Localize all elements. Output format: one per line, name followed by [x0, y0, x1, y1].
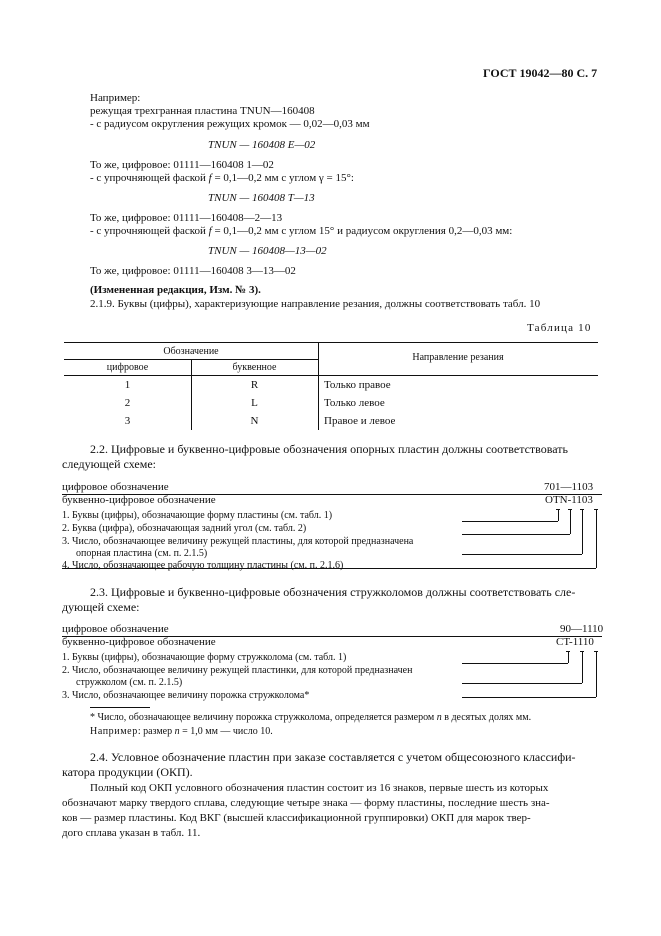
example-line: - с радиусом округления режущих кромок — 0,02—0,03 мм	[90, 118, 370, 130]
leader-line	[462, 683, 582, 684]
tick	[568, 509, 572, 510]
page-header: ГОСТ 19042—80 С. 7	[483, 66, 598, 80]
table-header-bottom	[64, 375, 598, 376]
paragraph-2-2: 2.2. Цифровые и буквенно-цифровые обозначения опорных пластин должны соответствовать	[90, 442, 568, 456]
text-fragment: = 1,0 мм — число 10.	[179, 726, 273, 737]
tick	[580, 651, 584, 652]
text-fragment: - с упрочняющей фаской	[90, 172, 209, 184]
paragraph-2-3: 2.3. Цифровые и буквенно-цифровые обозначения стружколомов должны соответствовать сле-	[90, 585, 576, 599]
text-fragment: Например	[90, 726, 138, 737]
leader-line	[462, 697, 596, 698]
scheme-item: 1. Буквы (цифры), обозначающие форму пластины (см. табл. 1)	[62, 510, 333, 521]
table-cell-letter: R	[250, 379, 259, 391]
example-digital: То же, цифровое: 01111—160408—2—13	[90, 212, 283, 224]
tick	[580, 509, 584, 510]
leader-line	[582, 651, 583, 683]
table-header-designation: Обозначение	[163, 346, 219, 357]
scheme-digital-code: 701—1103	[544, 481, 594, 493]
footnote-line	[90, 726, 273, 737]
table-border-top	[64, 342, 598, 343]
scheme-item: стружколом (см. п. 2.1.5)	[76, 677, 183, 688]
scheme-item: опорная пластина (см. п. 2.1.5)	[76, 548, 208, 559]
text-fragment: * Число, обозначающее величину порожка стружколома, определяется размером	[90, 712, 437, 723]
paragraph-2-1-9: 2.1.9. Буквы (цифры), характеризующие направление резания, должны соответствовать табл. 10	[90, 298, 541, 310]
text-fragment: - с упрочняющей фаской	[90, 225, 209, 237]
leader-line	[462, 663, 568, 664]
example-digital: То же, цифровое: 01111—160408 1—02	[90, 159, 274, 171]
tick	[594, 509, 598, 510]
table-cell-direction: Правое и левое	[324, 415, 396, 427]
leader-line	[596, 509, 597, 568]
text-fragment: в десятых долях мм.	[441, 712, 532, 723]
okp-paragraph: дого сплава указан в табл. 11.	[62, 827, 201, 839]
scheme-item: 2. Число, обозначающее величину режущей пластинки, для которой предназначен	[62, 665, 413, 676]
example-line: режущая трехгранная пластина TNUN—160408	[90, 105, 315, 117]
scheme-digital-label: цифровое обозначение	[62, 623, 169, 635]
leader-line	[570, 509, 571, 534]
okp-paragraph: Полный код ОКП условного обозначения пластин состоит из 16 знаков, первые шесть из которых	[90, 782, 549, 794]
tick	[556, 509, 560, 510]
scheme-alpha-code: OTN-1103	[545, 494, 593, 506]
footnote-line	[90, 712, 531, 723]
table-cell-direction: Только правое	[324, 379, 391, 391]
table-cell-digital: 3	[124, 415, 131, 427]
leader-line	[462, 534, 570, 535]
scheme-item: 3. Число, обозначающее величину режущей пластины, для которой предназначена	[62, 536, 414, 547]
table-cell-letter: N	[250, 415, 259, 427]
tick	[594, 651, 598, 652]
leader-line	[62, 568, 596, 569]
example-code: TNUN — 160408 T—13	[208, 192, 315, 204]
table-cell-digital: 1	[124, 379, 131, 391]
paragraph-2-2-cont: следующей схеме:	[62, 457, 156, 471]
table-header-digital: цифровое	[106, 362, 149, 373]
example-line	[90, 225, 512, 237]
scheme-item: 1. Буквы (цифры), обозначающие форму стружколома (см. табл. 1)	[62, 652, 347, 663]
scheme-digital-code: 90—1110	[560, 623, 604, 635]
leader-line	[462, 554, 582, 555]
table-header-direction: Направление резания	[412, 352, 504, 363]
scheme-alpha-label: буквенно-цифровое обозначение	[62, 636, 216, 648]
example-intro: Например:	[90, 92, 141, 104]
table-cell-letter: L	[251, 397, 258, 409]
scheme-item: 2. Буква (цифра), обозначающая задний угол (см. табл. 2)	[62, 523, 307, 534]
text-fragment: = 0,1—0,2 мм с углом γ = 15°:	[211, 172, 354, 184]
tick	[566, 651, 570, 652]
table-caption: Таблица 10	[527, 322, 592, 334]
text-fragment: : размер	[137, 726, 175, 737]
scheme-alpha-label: буквенно-цифровое обозначение	[62, 494, 216, 506]
footnote-rule	[90, 707, 150, 708]
leader-line	[462, 521, 558, 522]
paragraph-2-4: 2.4. Условное обозначение пластин при заказе составляется с учетом общесоюзного классифи-	[90, 750, 576, 764]
example-line	[90, 172, 354, 184]
text-fragment: = 0,1—0,2 мм с углом 15° и радиусом округления 0,2—0,03 мм:	[211, 225, 513, 237]
leader-line	[568, 651, 569, 663]
example-code: TNUN — 160408 E—02	[208, 139, 316, 151]
variable-f: f	[208, 172, 212, 184]
variable-f: f	[208, 225, 212, 237]
variable-n: n	[436, 712, 442, 723]
example-code: TNUN — 160408—13—02	[208, 245, 327, 257]
scheme-item: 3. Число, обозначающее величину порожка стружколома*	[62, 690, 310, 701]
table-header-letter: буквенное	[232, 362, 277, 373]
leader-line	[558, 509, 559, 521]
example-digital: То же, цифровое: 01111—160408 3—13—02	[90, 265, 296, 277]
leader-line	[582, 509, 583, 554]
scheme-item: 4. Число, обозначающее рабочую толщину пластины (см. п. 2.1.6)	[62, 560, 344, 571]
okp-paragraph: обозначают марку твердого сплава, следующие четыре знака — форму пластины, последние шесть зна-	[62, 797, 550, 809]
scheme-alpha-code: CT-1110	[556, 636, 594, 648]
scheme-digital-label: цифровое обозначение	[62, 481, 169, 493]
paragraph-2-4-cont: катора продукции (ОКП).	[62, 765, 193, 779]
okp-paragraph: ков — размер пластины. Код ВКГ (высшей классификационной группировки) ОКП для марок твер-	[62, 812, 531, 824]
paragraph-2-3-cont: дующей схеме:	[62, 600, 140, 614]
variable-n: n	[174, 726, 180, 737]
revision-note: (Измененная редакция, Изм. № 3).	[90, 284, 261, 296]
leader-line	[596, 651, 597, 697]
table-cell-digital: 2	[124, 397, 131, 409]
table-cell-direction: Только левое	[324, 397, 385, 409]
